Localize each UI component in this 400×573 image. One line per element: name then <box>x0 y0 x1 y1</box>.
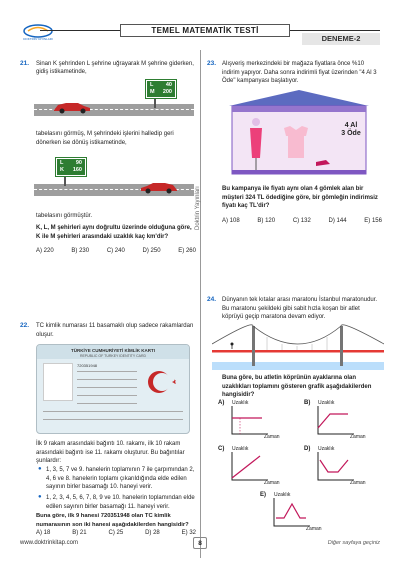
q21-question: K, L, M şehirleri aynı doğrultu üzerinde olduğuna göre, K ile M şehirleri arasındaki uzaklık kaç km'dir? <box>36 225 192 240</box>
graph-option-c[interactable]: C) Uzaklık Zaman <box>218 446 280 486</box>
logo <box>18 22 58 42</box>
store-promo-1: 4 Al <box>344 122 358 129</box>
option-b[interactable]: B) 120 <box>257 218 276 224</box>
bullet-icon: ● <box>38 494 42 500</box>
q21-text2: gidiş istikametinde, <box>36 69 87 75</box>
option-c[interactable]: C) 132 <box>292 218 311 224</box>
side-publisher-text: Doktrin Yayınları <box>195 186 201 230</box>
q21-options <box>36 248 196 254</box>
q24-question: Buna göre, bu atletin köprünün ayaklarına olan uzaklıkları toplamını gösteren grafik aşağıdakilerden hangisidir? <box>222 375 372 398</box>
store-image <box>224 88 374 178</box>
red-car-icon <box>52 100 92 114</box>
option-c[interactable]: C) 240 <box>106 248 125 254</box>
q23-number: 23. <box>207 60 217 67</box>
runner-icon <box>231 343 234 350</box>
turkish-flag-icon <box>145 367 181 397</box>
page-number: 8 <box>193 537 207 549</box>
graph-option-d[interactable]: D) Uzaklık Zaman <box>304 446 366 486</box>
page-title: TEMEL MATEMATİK TESTİ <box>120 24 290 37</box>
q23-question: Bu kampanya ile fiyatı aynı olan 4 gömlek alan bir müşteri 324 TL ödediğine göre, bir gömleğin indirimsiz fiyatı kaç TL'dir? <box>222 186 378 209</box>
q21-road-image-1 <box>34 80 194 122</box>
option-e[interactable]: E) 32 <box>181 530 196 536</box>
option-b[interactable]: B) 21 <box>72 530 87 536</box>
id-card-image <box>36 344 190 434</box>
q21-number: 21. <box>20 60 30 67</box>
road-sign-1: L 40 M 200 <box>146 80 176 98</box>
option-d[interactable]: D) 250 <box>142 248 161 254</box>
option-a[interactable]: A) 220 <box>36 248 54 254</box>
q22-bullet-2: 1, 2, 3, 4, 5, 6, 7, 8, 9 ve 10. hanelerin toplamından elde edilen sayının birler basamağı 11. haneyi verir. <box>46 495 195 510</box>
option-d[interactable]: D) 28 <box>145 530 160 536</box>
graph-option-e[interactable]: E) Uzaklık Zaman <box>260 492 322 532</box>
q21-road-image-2 <box>34 156 194 202</box>
q24-number: 24. <box>207 296 217 303</box>
graph-option-a[interactable]: A) Uzaklık Zaman <box>218 400 280 440</box>
red-car-icon <box>139 180 179 194</box>
q22-text2: İlk 9 rakam arasındaki bağıntı 10. rakamı, ilk 10 rakam arasındaki bağıntı ise 11. rakamı oluşturur. Bu bağıntılar şunlardır: <box>36 441 185 464</box>
q22-text1: TC kimlik numarası 11 basamaklı olup sadece rakamlardan oluşur. <box>36 323 194 338</box>
q21-text3: tabelasını görmüş, M şehrindeki işlerini halledip geri dönerken ise dönüş istikametinde, <box>36 131 174 146</box>
svg-text:DOKTRİN YAYINLARI: DOKTRİN YAYINLARI <box>23 37 53 41</box>
photo-placeholder <box>43 363 73 401</box>
footer-next: Diğer sayfaya geçiniz <box>327 540 380 546</box>
q22-question: Buna göre, ilk 9 hanesi 720351948 olan TC kimlik numarasının son iki hanesi aşağıdakilerden hangisidir? <box>36 513 189 528</box>
q22-number: 22. <box>20 322 30 329</box>
option-e[interactable]: E) 156 <box>364 218 382 224</box>
card-subtitle: REPUBLIC OF TURKEY IDENTITY CARD <box>79 354 147 358</box>
bridge-image <box>212 322 384 370</box>
card-tc-number: 720351948 <box>77 363 98 368</box>
deneme-badge: DENEME-2 <box>302 33 380 45</box>
option-e[interactable]: E) 260 <box>178 248 196 254</box>
store-promo-2: 3 Öde <box>341 130 361 137</box>
q22-bullet-1: 1, 3, 5, 7 ve 9. hanelerin toplamının 7 ile çarpımından 2, 4, 6 ve 8. hanelerin toplamı çıkarıldığında elde edilen sayının birler basamağı 10. haneyi verir. <box>46 467 195 490</box>
q21-text1: Sinan K şehrinden L şehrine uğrayarak M şehrine giderken, <box>36 61 194 67</box>
option-a[interactable]: A) 18 <box>36 530 51 536</box>
option-b[interactable]: B) 230 <box>71 248 90 254</box>
option-c[interactable]: C) 25 <box>108 530 124 536</box>
footer-site[interactable]: www.doktrinkitap.com <box>20 540 79 546</box>
card-title: TÜRKİYE CUMHURİYETİ KİMLİK KARTI <box>71 348 155 353</box>
graph-option-b[interactable]: B) Uzaklık Zaman <box>304 400 366 440</box>
q24-text1: Dünyanın tek kıtalar arası maratonu İstanbul maratonudur. Bu maratonu şekildeki gibi sabit hızla koşan bir atlet köprüyü geçip maratona devam ediyor. <box>222 297 378 320</box>
column-divider <box>200 50 201 558</box>
q23-options <box>222 218 382 224</box>
option-d[interactable]: D) 144 <box>328 218 347 224</box>
q21-text4: tabelasını görmüştür. <box>36 213 93 219</box>
bullet-icon: ● <box>38 466 42 472</box>
q23-text1: Alışveriş merkezindeki bir mağaza fiyatlara önce %10 indirim yapıyor. Daha sonra indirimli fiyat üzerinden "4 Al 3 Öde" kampanyası başlatıyor. <box>222 61 377 84</box>
q22-options <box>36 530 196 536</box>
option-a[interactable]: A) 108 <box>222 218 240 224</box>
road-sign-2: L 90 K 160 <box>56 158 86 176</box>
